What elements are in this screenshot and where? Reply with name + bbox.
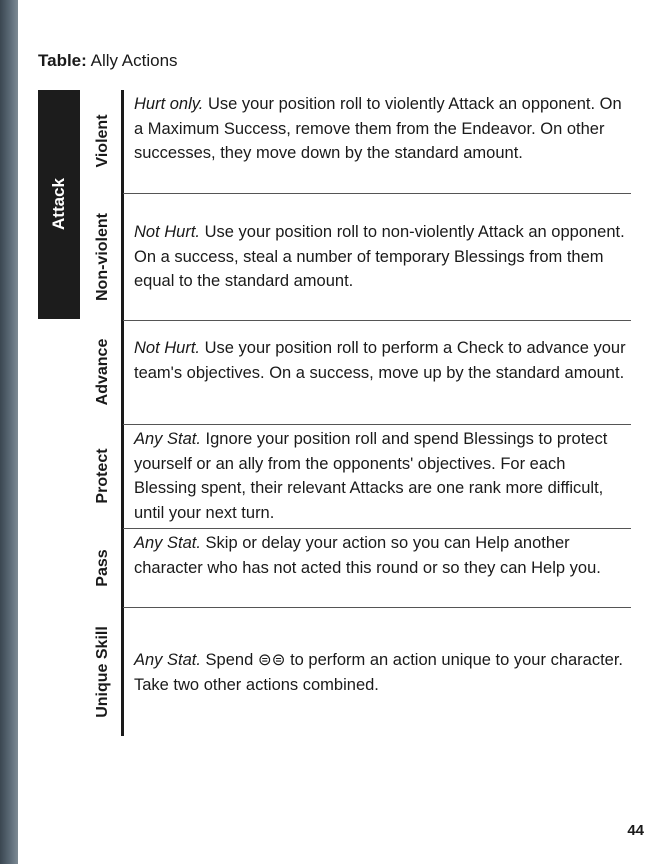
row-requirement: Not Hurt. xyxy=(134,339,201,357)
row-requirement: Not Hurt. xyxy=(134,223,201,241)
row-text: Spend ⊜⊜ to perform an action unique to your character. Take two other actions combined. xyxy=(134,651,624,694)
row-label-unique-skill: Unique Skill xyxy=(94,626,111,718)
row-text: Ignore your position roll and spend Blessings to protect yourself or an ally from the opponents' objectives. For each Blessing spent, their relevant Attacks are one rank more difficult, until your next turn. xyxy=(134,430,608,522)
row-text: Use your position roll to perform a Check to advance your team's objectives. On a success, move up by the standard amount. xyxy=(134,339,626,382)
row-text: Use your position roll to non-violently Attack an opponent. On a success, steal a number of temporary Blessings from them equal to the standard amount. xyxy=(134,223,625,291)
row-description-violent xyxy=(134,92,626,166)
book-spine xyxy=(0,0,18,864)
row-divider xyxy=(123,193,631,194)
row-label-protect: Protect xyxy=(94,448,111,504)
row-description-pass xyxy=(134,531,626,580)
attack-group-label: Attack xyxy=(49,178,68,230)
row-divider xyxy=(123,607,631,608)
row-divider xyxy=(123,528,631,529)
row-label-pass: Pass xyxy=(94,549,111,587)
row-label-violent: Violent xyxy=(94,114,111,168)
row-requirement: Any Stat. xyxy=(134,534,201,552)
table-title-text: Ally Actions xyxy=(90,51,178,70)
row-label-non-violent: Non-violent xyxy=(94,213,111,301)
row-requirement: Any Stat. xyxy=(134,430,201,448)
row-description-unique-skill xyxy=(134,648,626,697)
row-text: Skip or delay your action so you can Help another character who has not acted this round or so they can Help you. xyxy=(134,534,601,577)
table-title xyxy=(38,51,178,71)
row-text: Use your position roll to violently Attack an opponent. On a Maximum Success, remove them from the Endeavor. On other successes, they move down by the standard amount. xyxy=(134,95,622,163)
row-label-advance: Advance xyxy=(94,338,111,406)
row-requirement: Any Stat. xyxy=(134,651,201,669)
table-vertical-rule xyxy=(121,90,124,736)
table-title-prefix: Table: xyxy=(38,51,87,70)
row-divider xyxy=(123,424,631,425)
row-description-protect xyxy=(134,427,626,525)
row-requirement: Hurt only. xyxy=(134,95,204,113)
row-divider xyxy=(123,320,631,321)
row-description-non-violent xyxy=(134,220,626,294)
row-description-advance xyxy=(134,336,626,385)
page-number: 44 xyxy=(627,822,644,839)
